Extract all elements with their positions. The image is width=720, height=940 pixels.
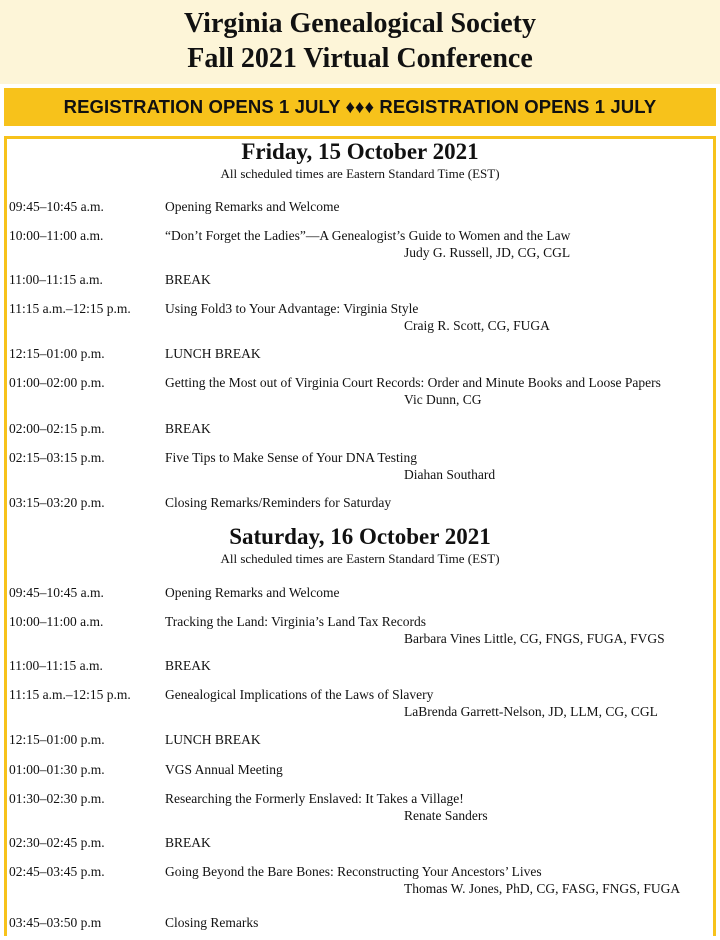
session-speaker: LaBrenda Garrett-Nelson, JD, LLM, CG, CGL bbox=[404, 704, 658, 719]
session-title: BREAK bbox=[165, 421, 211, 436]
session-title: LUNCH BREAK bbox=[165, 732, 261, 747]
session-title: LUNCH BREAK bbox=[165, 346, 261, 361]
session-time: 02:00–02:15 p.m. bbox=[9, 421, 105, 436]
session-time: 09:45–10:45 a.m. bbox=[9, 585, 104, 600]
session-time: 11:00–11:15 a.m. bbox=[9, 272, 103, 287]
session-time: 09:45–10:45 a.m. bbox=[9, 199, 104, 214]
day-title: Saturday, 16 October 2021 bbox=[229, 524, 491, 549]
session-speaker: Diahan Southard bbox=[404, 467, 496, 482]
session-title: BREAK bbox=[165, 835, 211, 850]
conference-header bbox=[0, 0, 720, 84]
session-time: 02:45–03:45 p.m. bbox=[9, 864, 105, 879]
session-time: 10:00–11:00 a.m. bbox=[9, 614, 104, 629]
day-timezone-note: All scheduled times are Eastern Standard Time (EST) bbox=[220, 551, 500, 566]
session-title: Going Beyond the Bare Bones: Reconstructing Your Ancestors’ Lives bbox=[165, 864, 542, 879]
session-time: 01:00–01:30 p.m. bbox=[9, 762, 105, 777]
session-speaker: Judy G. Russell, JD, CG, CGL bbox=[404, 245, 571, 260]
session-time: 01:30–02:30 p.m. bbox=[9, 791, 105, 806]
session-title: Opening Remarks and Welcome bbox=[165, 199, 340, 214]
session-title: BREAK bbox=[165, 658, 211, 673]
session-title: Closing Remarks/Reminders for Saturday bbox=[165, 495, 392, 510]
session-speaker: Vic Dunn, CG bbox=[404, 392, 482, 407]
session-time: 10:00–11:00 a.m. bbox=[9, 228, 104, 243]
session-time: 01:00–02:00 p.m. bbox=[9, 375, 105, 390]
conference-title: Fall 2021 Virtual Conference bbox=[187, 43, 533, 74]
registration-banner: REGISTRATION OPENS 1 JULY ♦♦♦ REGISTRATION OPENS 1 JULY bbox=[4, 88, 716, 126]
session-time: 03:15–03:20 p.m. bbox=[9, 495, 105, 510]
session-speaker: Renate Sanders bbox=[404, 808, 488, 823]
session-time: 02:30–02:45 p.m. bbox=[9, 835, 105, 850]
session-title: Five Tips to Make Sense of Your DNA Testing bbox=[165, 450, 417, 465]
session-title: Closing Remarks bbox=[165, 915, 259, 930]
session-time: 11:00–11:15 a.m. bbox=[9, 658, 103, 673]
session-speaker: Thomas W. Jones, PhD, CG, FASG, FNGS, FUGA bbox=[404, 881, 681, 896]
session-title: BREAK bbox=[165, 272, 211, 287]
session-time: 11:15 a.m.–12:15 p.m. bbox=[9, 687, 131, 702]
session-time: 12:15–01:00 p.m. bbox=[9, 346, 105, 361]
session-title: VGS Annual Meeting bbox=[165, 762, 283, 777]
session-title: Using Fold3 to Your Advantage: Virginia Style bbox=[165, 301, 419, 316]
session-speaker: Craig R. Scott, CG, FUGA bbox=[404, 318, 550, 333]
session-time: 12:15–01:00 p.m. bbox=[9, 732, 105, 747]
day-title: Friday, 15 October 2021 bbox=[241, 139, 479, 164]
society-name: Virginia Genealogical Society bbox=[183, 8, 537, 39]
day-timezone-note: All scheduled times are Eastern Standard Time (EST) bbox=[220, 166, 500, 181]
session-speaker: Barbara Vines Little, CG, FNGS, FUGA, FVGS bbox=[404, 631, 665, 646]
session-time: 02:15–03:15 p.m. bbox=[9, 450, 105, 465]
session-title: Opening Remarks and Welcome bbox=[165, 585, 340, 600]
session-time: 03:45–03:50 p.m bbox=[9, 915, 102, 930]
session-title: Genealogical Implications of the Laws of Slavery bbox=[165, 687, 434, 702]
session-title: Getting the Most out of Virginia Court Records: Order and Minute Books and Loose Papers bbox=[165, 375, 661, 390]
session-title: Tracking the Land: Virginia’s Land Tax Records bbox=[165, 614, 426, 629]
session-title: Researching the Formerly Enslaved: It Takes a Village! bbox=[165, 791, 464, 806]
session-time: 11:15 a.m.–12:15 p.m. bbox=[9, 301, 131, 316]
session-title: “Don’t Forget the Ladies”—A Genealogist’s Guide to Women and the Law bbox=[165, 228, 571, 243]
